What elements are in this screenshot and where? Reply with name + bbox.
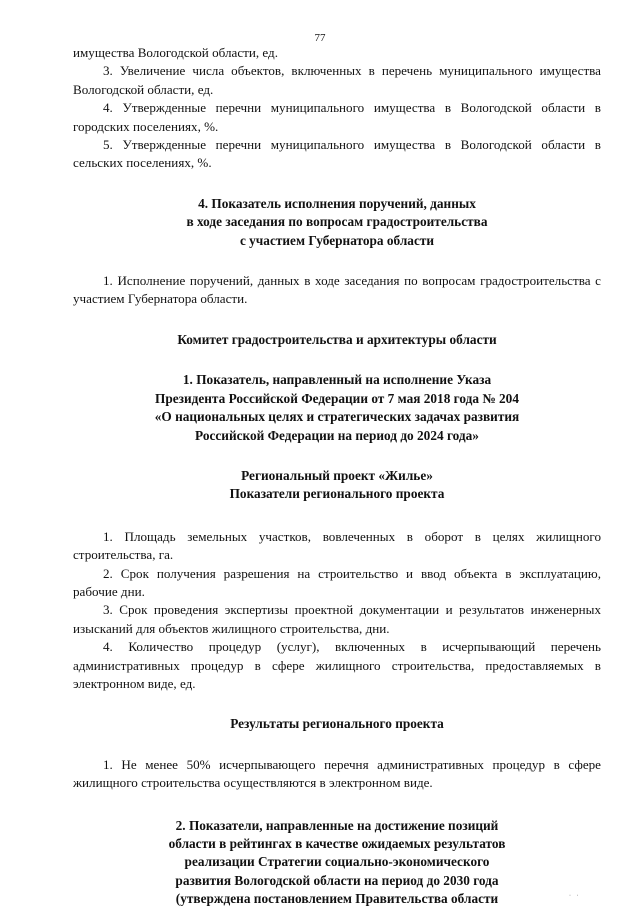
heading-line: Президента Российской Федерации от 7 мая 2018 года № 204 <box>155 390 519 406</box>
heading-line: реализации Стратегии социально-экономического <box>184 854 490 870</box>
corner-mark: · · <box>569 893 581 899</box>
page-number: 77 <box>314 32 326 44</box>
heading-line: 1. Показатель, направленный на исполнение Указа <box>182 372 492 388</box>
list-item: 1. Не менее 50% исчерпывающего перечня административных процедур в сфере жилищного строительства осуществляются в электронном виде. <box>73 756 601 791</box>
section-heading-2 <box>73 817 601 909</box>
heading-line: Российской Федерации на период до 2024 года» <box>195 427 479 443</box>
list-item: 4. Утвержденные перечни муниципального имущества в Вологодской области в городских поселениях, %. <box>73 100 601 134</box>
committee-heading: Комитет градостроительства и архитектуры области <box>177 331 497 347</box>
regional-project-heading <box>73 467 601 504</box>
heading-line: развития Вологодской области на период до 2030 года <box>175 872 499 888</box>
list-item: 3. Срок проведения экспертизы проектной документации и результатов инженерных изысканий для объектов жилищного строительства, дни. <box>73 602 601 636</box>
list-item: 5. Утвержденные перечни муниципального имущества в Вологодской области в сельских поселениях, %. <box>73 137 601 171</box>
heading-line: в ходе заседания по вопросам градостроительства <box>186 214 488 230</box>
list-item: 1. Площадь земельных участков, вовлеченных в оборот в целях жилищного строительства, га. <box>73 528 601 563</box>
results-heading: Результаты регионального проекта <box>230 716 444 732</box>
list-item: 3. Увеличение числа объектов, включенных в перечень муниципального имущества Вологодской области, ед. <box>73 63 601 97</box>
heading-line: области в рейтингах в качестве ожидаемых результатов <box>168 836 506 851</box>
list-item: 2. Срок получения разрешения на строительство и ввод объекта в эксплуатацию, рабочие дни. <box>73 565 601 599</box>
heading-line: с участием Губернатора области <box>239 232 435 248</box>
heading-line: 4. Показатель исполнения поручений, данных <box>198 195 476 211</box>
list-item: 1. Исполнение поручений, данных в ходе заседания по вопросам градостроительства с участием Губернатора области. <box>73 273 601 307</box>
heading-line: 2. Показатели, направленные на достижение позиций <box>175 817 499 833</box>
heading-line: Показатели регионального проекта <box>229 486 445 502</box>
document-body <box>73 44 601 909</box>
heading-line: «О национальных целях и стратегических задачах развития <box>154 409 520 425</box>
paragraph-continuation: имущества Вологодской области, ед. <box>73 45 278 60</box>
heading-line: Региональный проект «Жилье» <box>241 467 433 483</box>
section-heading-4 <box>73 195 601 250</box>
indicator-heading-1 <box>73 371 601 445</box>
heading-line: (утверждена постановлением Правительства области <box>175 891 499 907</box>
list-item: 4. Количество процедур (услуг), включенных в исчерпывающий перечень административных процедур в сфере жилищного строительства, предоставляемых в электронном виде, ед. <box>73 639 601 691</box>
